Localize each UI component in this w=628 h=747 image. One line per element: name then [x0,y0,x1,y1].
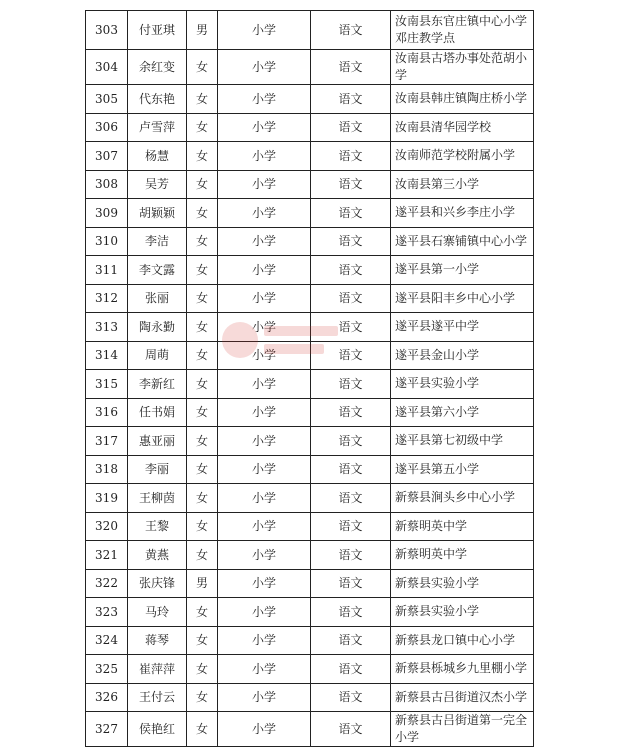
school-level-cell: 小学 [218,712,311,747]
school-name-cell: 新蔡县古吕街道汉杰小学 [391,683,534,712]
subject-cell: 语文 [311,50,391,85]
gender-cell: 女 [187,541,218,570]
table-row [86,370,534,399]
table-row [86,142,534,171]
table-row [86,541,534,570]
row-number-cell: 322 [86,569,128,598]
teacher-name-cell: 吴芳 [128,170,187,199]
table-row [86,227,534,256]
row-number-cell: 303 [86,11,128,50]
school-name-cell: 遂平县遂平中学 [391,313,534,342]
school-name-cell: 遂平县和兴乡李庄小学 [391,199,534,228]
row-number-cell: 306 [86,113,128,142]
table-row [86,170,534,199]
subject-cell: 语文 [311,626,391,655]
school-level-cell: 小学 [218,50,311,85]
subject-cell: 语文 [311,512,391,541]
table-row [86,655,534,684]
school-level-cell: 小学 [218,398,311,427]
table-row [86,598,534,627]
school-name-cell: 遂平县金山小学 [391,341,534,370]
row-number-cell: 313 [86,313,128,342]
table-row [86,284,534,313]
gender-cell: 男 [187,11,218,50]
school-name-cell: 新蔡县栎城乡九里棚小学 [391,655,534,684]
gender-cell: 女 [187,712,218,747]
subject-cell: 语文 [311,655,391,684]
table-row [86,199,534,228]
table-row [86,455,534,484]
school-level-cell: 小学 [218,199,311,228]
subject-cell: 语文 [311,370,391,399]
gender-cell: 女 [187,455,218,484]
school-name-cell: 遂平县实验小学 [391,370,534,399]
subject-cell: 语文 [311,484,391,513]
subject-cell: 语文 [311,256,391,285]
school-level-cell: 小学 [218,11,311,50]
subject-cell: 语文 [311,11,391,50]
teacher-name-cell: 李文露 [128,256,187,285]
roster-body [86,11,534,747]
school-name-cell: 汝南县古塔办事处范胡小学 [391,50,534,85]
row-number-cell: 305 [86,85,128,114]
table-row [86,313,534,342]
teacher-name-cell: 杨慧 [128,142,187,171]
teacher-name-cell: 余红变 [128,50,187,85]
subject-cell: 语文 [311,455,391,484]
subject-cell: 语文 [311,569,391,598]
school-name-cell: 新蔡明英中学 [391,541,534,570]
teacher-name-cell: 王柳茵 [128,484,187,513]
gender-cell: 女 [187,484,218,513]
gender-cell: 女 [187,227,218,256]
row-number-cell: 304 [86,50,128,85]
gender-cell: 女 [187,256,218,285]
table-row [86,712,534,747]
school-level-cell: 小学 [218,85,311,114]
teacher-name-cell: 蒋琴 [128,626,187,655]
table-row [86,626,534,655]
row-number-cell: 323 [86,598,128,627]
school-level-cell: 小学 [218,512,311,541]
table-row [86,683,534,712]
school-level-cell: 小学 [218,142,311,171]
row-number-cell: 325 [86,655,128,684]
teacher-name-cell: 付亚琪 [128,11,187,50]
subject-cell: 语文 [311,227,391,256]
school-level-cell: 小学 [218,256,311,285]
subject-cell: 语文 [311,683,391,712]
school-name-cell: 遂平县第六小学 [391,398,534,427]
teacher-name-cell: 胡颖颖 [128,199,187,228]
school-level-cell: 小学 [218,341,311,370]
gender-cell: 男 [187,569,218,598]
table-row [86,512,534,541]
teacher-name-cell: 李新红 [128,370,187,399]
teacher-name-cell: 陶永勤 [128,313,187,342]
school-name-cell: 遂平县石寨铺镇中心小学 [391,227,534,256]
row-number-cell: 315 [86,370,128,399]
row-number-cell: 310 [86,227,128,256]
gender-cell: 女 [187,398,218,427]
row-number-cell: 316 [86,398,128,427]
table-row [86,50,534,85]
school-name-cell: 汝南师范学校附属小学 [391,142,534,171]
school-level-cell: 小学 [218,683,311,712]
school-level-cell: 小学 [218,598,311,627]
subject-cell: 语文 [311,341,391,370]
row-number-cell: 321 [86,541,128,570]
teacher-name-cell: 马玲 [128,598,187,627]
gender-cell: 女 [187,284,218,313]
gender-cell: 女 [187,370,218,399]
gender-cell: 女 [187,341,218,370]
teacher-name-cell: 侯艳红 [128,712,187,747]
school-name-cell: 新蔡县龙口镇中心小学 [391,626,534,655]
gender-cell: 女 [187,199,218,228]
teacher-name-cell: 代东艳 [128,85,187,114]
school-level-cell: 小学 [218,484,311,513]
teacher-name-cell: 惠亚丽 [128,427,187,456]
gender-cell: 女 [187,683,218,712]
school-name-cell: 遂平县第五小学 [391,455,534,484]
gender-cell: 女 [187,313,218,342]
roster-table [85,10,534,747]
table-row [86,11,534,50]
teacher-name-cell: 王黎 [128,512,187,541]
row-number-cell: 326 [86,683,128,712]
row-number-cell: 312 [86,284,128,313]
school-name-cell: 汝南县东官庄镇中心小学邓庄教学点 [391,11,534,50]
gender-cell: 女 [187,626,218,655]
teacher-name-cell: 黄燕 [128,541,187,570]
teacher-name-cell: 任书娟 [128,398,187,427]
teacher-name-cell: 周萌 [128,341,187,370]
row-number-cell: 327 [86,712,128,747]
school-level-cell: 小学 [218,370,311,399]
school-name-cell: 汝南县第三小学 [391,170,534,199]
row-number-cell: 319 [86,484,128,513]
school-name-cell: 遂平县第七初级中学 [391,427,534,456]
school-level-cell: 小学 [218,284,311,313]
teacher-name-cell: 卢雪萍 [128,113,187,142]
subject-cell: 语文 [311,113,391,142]
gender-cell: 女 [187,598,218,627]
table-row [86,113,534,142]
school-name-cell: 新蔡县实验小学 [391,598,534,627]
gender-cell: 女 [187,85,218,114]
school-level-cell: 小学 [218,626,311,655]
school-name-cell: 遂平县阳丰乡中心小学 [391,284,534,313]
school-name-cell: 新蔡县古吕街道第一完全小学 [391,712,534,747]
table-row [86,427,534,456]
school-level-cell: 小学 [218,313,311,342]
subject-cell: 语文 [311,284,391,313]
row-number-cell: 318 [86,455,128,484]
row-number-cell: 311 [86,256,128,285]
subject-cell: 语文 [311,541,391,570]
teacher-name-cell: 李丽 [128,455,187,484]
teacher-name-cell: 崔萍萍 [128,655,187,684]
subject-cell: 语文 [311,427,391,456]
table-row [86,569,534,598]
gender-cell: 女 [187,113,218,142]
school-name-cell: 新蔡县实验小学 [391,569,534,598]
teacher-name-cell: 王付云 [128,683,187,712]
row-number-cell: 317 [86,427,128,456]
subject-cell: 语文 [311,170,391,199]
table-row [86,341,534,370]
subject-cell: 语文 [311,199,391,228]
school-level-cell: 小学 [218,455,311,484]
table-row [86,398,534,427]
gender-cell: 女 [187,512,218,541]
subject-cell: 语文 [311,398,391,427]
table-row [86,256,534,285]
teacher-name-cell: 李洁 [128,227,187,256]
school-name-cell: 汝南县清华园学校 [391,113,534,142]
school-level-cell: 小学 [218,113,311,142]
school-level-cell: 小学 [218,227,311,256]
subject-cell: 语文 [311,598,391,627]
school-name-cell: 汝南县韩庄镇陶庄桥小学 [391,85,534,114]
gender-cell: 女 [187,427,218,456]
teacher-name-cell: 张庆锋 [128,569,187,598]
school-level-cell: 小学 [218,655,311,684]
subject-cell: 语文 [311,313,391,342]
gender-cell: 女 [187,142,218,171]
row-number-cell: 309 [86,199,128,228]
row-number-cell: 307 [86,142,128,171]
subject-cell: 语文 [311,712,391,747]
school-level-cell: 小学 [218,541,311,570]
gender-cell: 女 [187,50,218,85]
row-number-cell: 320 [86,512,128,541]
row-number-cell: 324 [86,626,128,655]
subject-cell: 语文 [311,142,391,171]
school-name-cell: 新蔡县涧头乡中心小学 [391,484,534,513]
school-name-cell: 新蔡明英中学 [391,512,534,541]
table-row [86,85,534,114]
school-name-cell: 遂平县第一小学 [391,256,534,285]
row-number-cell: 308 [86,170,128,199]
row-number-cell: 314 [86,341,128,370]
gender-cell: 女 [187,170,218,199]
gender-cell: 女 [187,655,218,684]
school-level-cell: 小学 [218,427,311,456]
school-level-cell: 小学 [218,170,311,199]
school-level-cell: 小学 [218,569,311,598]
teacher-name-cell: 张丽 [128,284,187,313]
subject-cell: 语文 [311,85,391,114]
table-row [86,484,534,513]
